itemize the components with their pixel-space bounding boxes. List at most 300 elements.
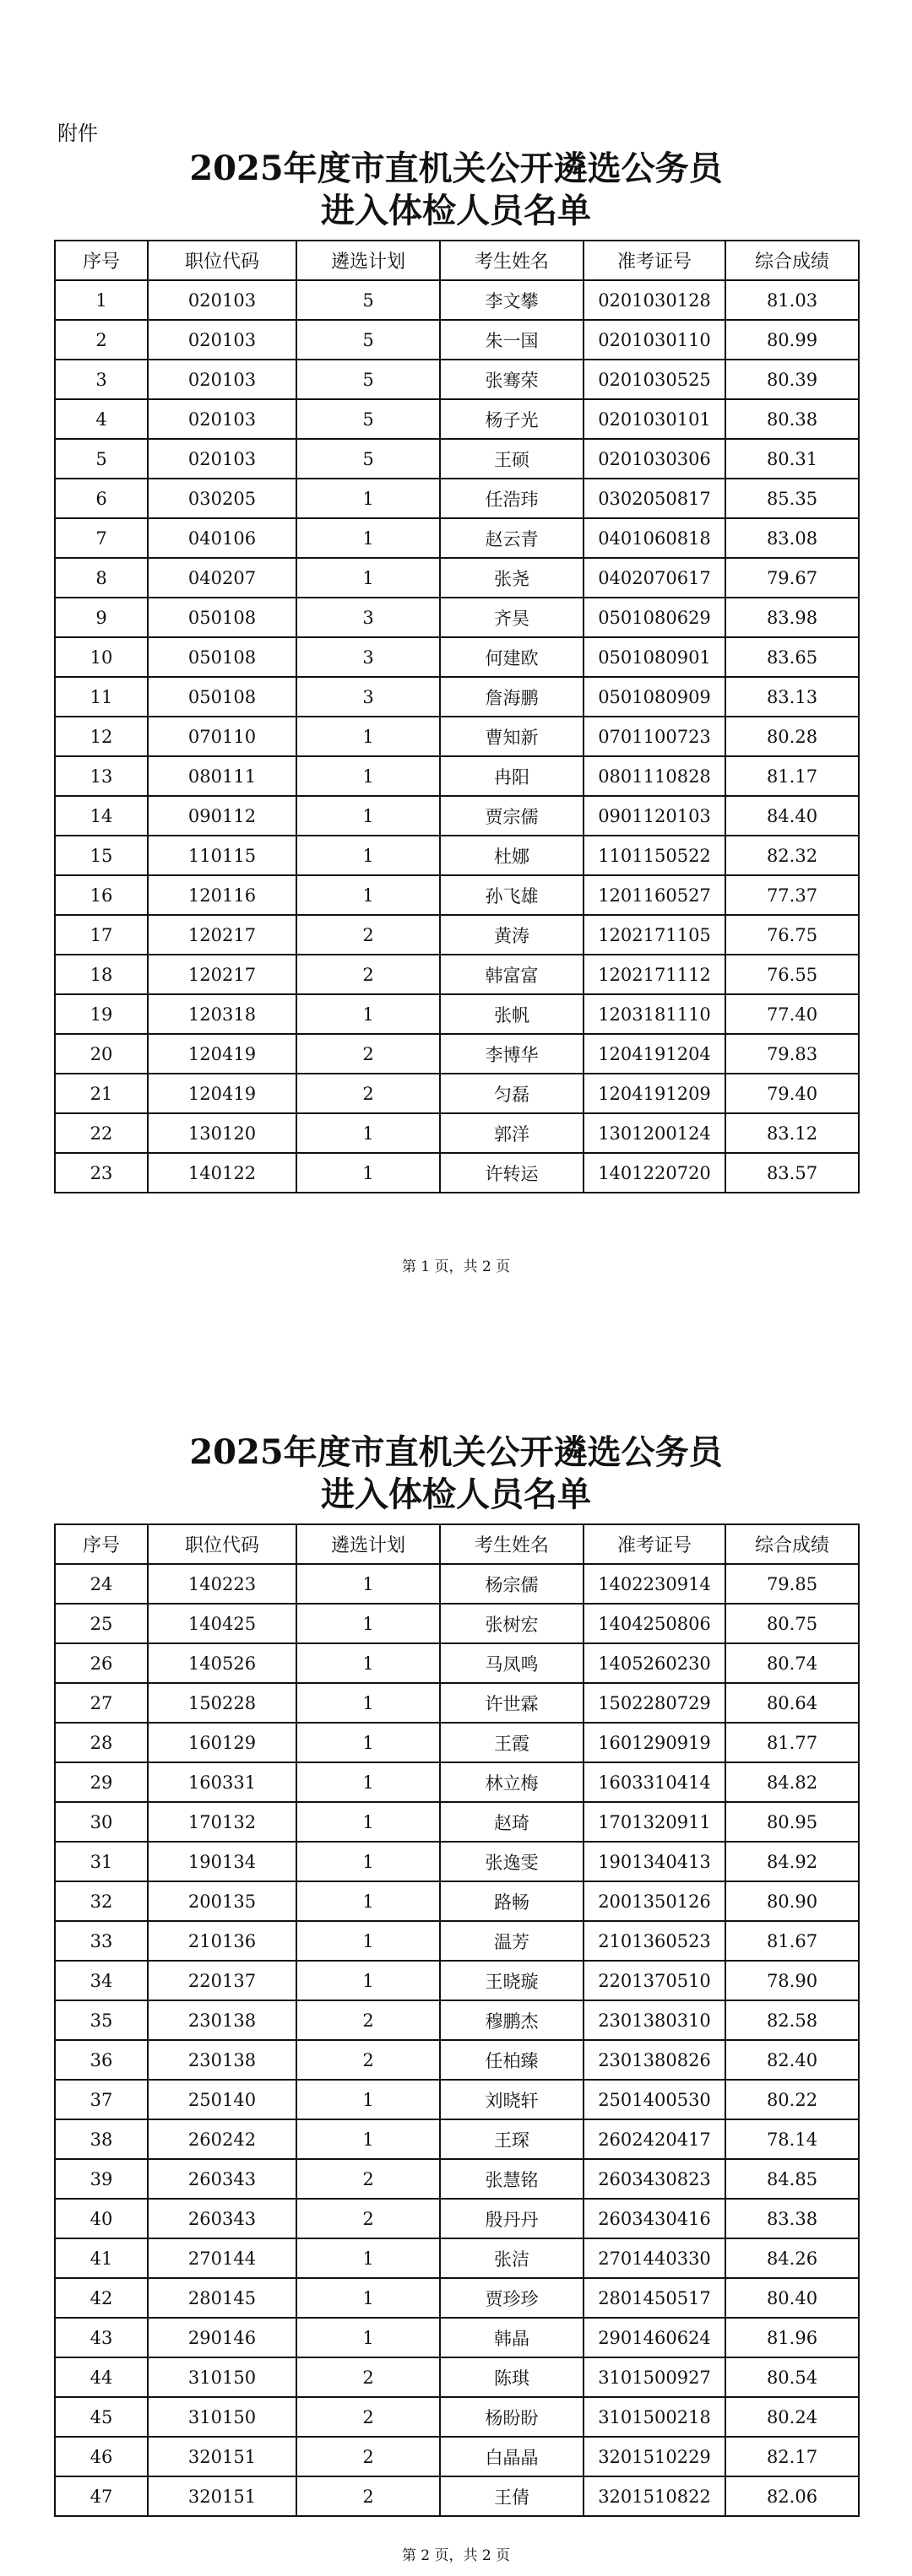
cell-position-code: 110115 — [148, 836, 296, 875]
cell-position-code: 260343 — [148, 2159, 296, 2199]
cell-position-code: 310150 — [148, 2397, 296, 2437]
cell-total-score: 83.57 — [725, 1153, 859, 1193]
cell-selection-plan: 2 — [296, 2159, 440, 2199]
cell-position-code: 020103 — [148, 399, 296, 439]
cell-candidate-name: 马凤鸣 — [440, 1643, 584, 1683]
cell-candidate-name: 温芳 — [440, 1921, 584, 1961]
cell-candidate-name: 王硕 — [440, 439, 584, 479]
cell-candidate-name: 张逸雯 — [440, 1842, 584, 1881]
table-row — [55, 1921, 859, 1961]
cell-total-score: 79.83 — [725, 1034, 859, 1074]
table-row — [55, 1153, 859, 1193]
cell-ticket-number: 2901460624 — [584, 2318, 725, 2357]
cell-index: 30 — [55, 1802, 148, 1842]
cell-index: 13 — [55, 756, 148, 796]
cell-position-code: 190134 — [148, 1842, 296, 1881]
attachment-label: 附件 — [57, 122, 98, 145]
cell-selection-plan: 1 — [296, 558, 440, 598]
table-row — [55, 1074, 859, 1113]
table-row — [55, 756, 859, 796]
table-row — [55, 280, 859, 320]
cell-ticket-number: 0402070617 — [584, 558, 725, 598]
cell-total-score: 78.90 — [725, 1961, 859, 2000]
cell-selection-plan: 1 — [296, 2119, 440, 2159]
cell-total-score: 80.54 — [725, 2357, 859, 2397]
cell-selection-plan: 1 — [296, 1564, 440, 1604]
cell-total-score: 80.64 — [725, 1683, 859, 1723]
header-index: 序号 — [55, 1524, 148, 1564]
cell-total-score: 80.22 — [725, 2080, 859, 2119]
cell-index: 14 — [55, 796, 148, 836]
cell-ticket-number: 1202171112 — [584, 955, 725, 994]
table-row — [55, 479, 859, 518]
cell-index: 37 — [55, 2080, 148, 2119]
cell-index: 36 — [55, 2040, 148, 2080]
cell-ticket-number: 1204191209 — [584, 1074, 725, 1113]
cell-ticket-number: 1204191204 — [584, 1034, 725, 1074]
page-title-line2: 进入体检人员名单 — [321, 1475, 591, 1514]
cell-ticket-number: 2301380826 — [584, 2040, 725, 2080]
cell-ticket-number: 3201510229 — [584, 2437, 725, 2476]
cell-position-code: 140223 — [148, 1564, 296, 1604]
table-row — [55, 1961, 859, 2000]
cell-candidate-name: 曹知新 — [440, 717, 584, 756]
table-header-row — [55, 241, 859, 280]
cell-selection-plan: 1 — [296, 756, 440, 796]
cell-selection-plan: 5 — [296, 280, 440, 320]
cell-selection-plan: 5 — [296, 360, 440, 399]
cell-selection-plan: 1 — [296, 1153, 440, 1193]
cell-position-code: 270144 — [148, 2238, 296, 2278]
cell-position-code: 040106 — [148, 518, 296, 558]
cell-index: 47 — [55, 2476, 148, 2516]
cell-index: 11 — [55, 677, 148, 717]
cell-index: 8 — [55, 558, 148, 598]
cell-candidate-name: 白晶晶 — [440, 2437, 584, 2476]
cell-ticket-number: 2301380310 — [584, 2000, 725, 2040]
table-row — [55, 518, 859, 558]
cell-total-score: 81.17 — [725, 756, 859, 796]
cell-candidate-name: 贾宗儒 — [440, 796, 584, 836]
cell-candidate-name: 李博华 — [440, 1034, 584, 1074]
cell-total-score: 80.95 — [725, 1802, 859, 1842]
cell-selection-plan: 1 — [296, 2318, 440, 2357]
cell-index: 32 — [55, 1881, 148, 1921]
cell-selection-plan: 1 — [296, 836, 440, 875]
cell-index: 1 — [55, 280, 148, 320]
cell-total-score: 82.17 — [725, 2437, 859, 2476]
cell-candidate-name: 齐昊 — [440, 598, 584, 637]
cell-ticket-number: 1402230914 — [584, 1564, 725, 1604]
cell-position-code: 130120 — [148, 1113, 296, 1153]
cell-index: 21 — [55, 1074, 148, 1113]
cell-candidate-name: 杨子光 — [440, 399, 584, 439]
cell-candidate-name: 赵琦 — [440, 1802, 584, 1842]
cell-total-score: 80.40 — [725, 2278, 859, 2318]
table-row — [55, 796, 859, 836]
cell-total-score: 79.85 — [725, 1564, 859, 1604]
table-row — [55, 399, 859, 439]
cell-ticket-number: 1101150522 — [584, 836, 725, 875]
cell-position-code: 150228 — [148, 1683, 296, 1723]
cell-total-score: 80.28 — [725, 717, 859, 756]
cell-index: 4 — [55, 399, 148, 439]
cell-selection-plan: 1 — [296, 1881, 440, 1921]
cell-candidate-name: 张洁 — [440, 2238, 584, 2278]
table-row — [55, 2397, 859, 2437]
cell-position-code: 120419 — [148, 1034, 296, 1074]
cell-index: 6 — [55, 479, 148, 518]
cell-selection-plan: 2 — [296, 2040, 440, 2080]
cell-position-code: 090112 — [148, 796, 296, 836]
page-footer: 第 2 页，共 2 页 — [401, 2547, 511, 2564]
cell-index: 42 — [55, 2278, 148, 2318]
cell-selection-plan: 1 — [296, 717, 440, 756]
cell-candidate-name: 殷丹丹 — [440, 2199, 584, 2238]
cell-index: 3 — [55, 360, 148, 399]
cell-candidate-name: 路畅 — [440, 1881, 584, 1921]
header-candidate-name: 考生姓名 — [440, 1524, 584, 1564]
cell-index: 39 — [55, 2159, 148, 2199]
cell-candidate-name: 冉阳 — [440, 756, 584, 796]
cell-total-score: 83.65 — [725, 637, 859, 677]
cell-position-code: 120217 — [148, 915, 296, 955]
cell-ticket-number: 0501080909 — [584, 677, 725, 717]
cell-index: 18 — [55, 955, 148, 994]
cell-ticket-number: 0401060818 — [584, 518, 725, 558]
table-row — [55, 2476, 859, 2516]
header-index: 序号 — [55, 241, 148, 280]
cell-position-code: 280145 — [148, 2278, 296, 2318]
cell-ticket-number: 1203181110 — [584, 994, 725, 1034]
table-row — [55, 1034, 859, 1074]
cell-total-score: 83.98 — [725, 598, 859, 637]
cell-ticket-number: 1405260230 — [584, 1643, 725, 1683]
cell-candidate-name: 张帆 — [440, 994, 584, 1034]
cell-index: 2 — [55, 320, 148, 360]
cell-candidate-name: 赵云青 — [440, 518, 584, 558]
cell-selection-plan: 2 — [296, 2476, 440, 2516]
table-row — [55, 1604, 859, 1643]
cell-candidate-name: 任浩玮 — [440, 479, 584, 518]
table-row — [55, 1881, 859, 1921]
cell-position-code: 050108 — [148, 637, 296, 677]
cell-total-score: 80.90 — [725, 1881, 859, 1921]
cell-selection-plan: 2 — [296, 2397, 440, 2437]
cell-index: 28 — [55, 1723, 148, 1762]
cell-total-score: 79.40 — [725, 1074, 859, 1113]
table-row — [55, 677, 859, 717]
cell-ticket-number: 0302050817 — [584, 479, 725, 518]
table-row — [55, 1802, 859, 1842]
cell-ticket-number: 2602420417 — [584, 2119, 725, 2159]
cell-candidate-name: 许世霖 — [440, 1683, 584, 1723]
cell-ticket-number: 2101360523 — [584, 1921, 725, 1961]
cell-position-code: 050108 — [148, 598, 296, 637]
candidate-table — [54, 1523, 860, 2517]
cell-index: 15 — [55, 836, 148, 875]
table-row — [55, 1842, 859, 1881]
cell-candidate-name: 黄涛 — [440, 915, 584, 955]
cell-selection-plan: 1 — [296, 2080, 440, 2119]
cell-total-score: 82.40 — [725, 2040, 859, 2080]
header-position-code: 职位代码 — [148, 241, 296, 280]
cell-ticket-number: 0201030128 — [584, 280, 725, 320]
table-row — [55, 558, 859, 598]
cell-ticket-number: 0201030101 — [584, 399, 725, 439]
cell-ticket-number: 3201510822 — [584, 2476, 725, 2516]
table-row — [55, 1723, 859, 1762]
cell-total-score: 82.32 — [725, 836, 859, 875]
cell-candidate-name: 匀磊 — [440, 1074, 584, 1113]
cell-candidate-name: 王倩 — [440, 2476, 584, 2516]
cell-total-score: 77.37 — [725, 875, 859, 915]
table-row — [55, 1113, 859, 1153]
table-row — [55, 1643, 859, 1683]
cell-total-score: 80.38 — [725, 399, 859, 439]
cell-total-score: 82.58 — [725, 2000, 859, 2040]
cell-ticket-number: 1401220720 — [584, 1153, 725, 1193]
cell-position-code: 040207 — [148, 558, 296, 598]
candidate-table — [54, 240, 860, 1193]
cell-ticket-number: 1601290919 — [584, 1723, 725, 1762]
table-row — [55, 717, 859, 756]
cell-ticket-number: 1301200124 — [584, 1113, 725, 1153]
cell-position-code: 120318 — [148, 994, 296, 1034]
cell-total-score: 78.14 — [725, 2119, 859, 2159]
cell-selection-plan: 3 — [296, 637, 440, 677]
cell-candidate-name: 詹海鹏 — [440, 677, 584, 717]
table-row — [55, 1683, 859, 1723]
header-ticket-number: 准考证号 — [584, 241, 725, 280]
table-row — [55, 637, 859, 677]
cell-candidate-name: 林立梅 — [440, 1762, 584, 1802]
cell-selection-plan: 1 — [296, 1802, 440, 1842]
cell-ticket-number: 0201030525 — [584, 360, 725, 399]
cell-index: 5 — [55, 439, 148, 479]
table-row — [55, 439, 859, 479]
cell-selection-plan: 5 — [296, 320, 440, 360]
cell-position-code: 120116 — [148, 875, 296, 915]
cell-total-score: 76.75 — [725, 915, 859, 955]
cell-position-code: 020103 — [148, 320, 296, 360]
cell-index: 31 — [55, 1842, 148, 1881]
cell-position-code: 260343 — [148, 2199, 296, 2238]
cell-candidate-name: 刘晓轩 — [440, 2080, 584, 2119]
cell-position-code: 140425 — [148, 1604, 296, 1643]
table-row — [55, 994, 859, 1034]
header-candidate-name: 考生姓名 — [440, 241, 584, 280]
cell-index: 46 — [55, 2437, 148, 2476]
cell-total-score: 79.67 — [725, 558, 859, 598]
cell-position-code: 310150 — [148, 2357, 296, 2397]
cell-index: 41 — [55, 2238, 148, 2278]
cell-ticket-number: 0201030306 — [584, 439, 725, 479]
cell-position-code: 200135 — [148, 1881, 296, 1921]
cell-total-score: 84.85 — [725, 2159, 859, 2199]
cell-total-score: 83.08 — [725, 518, 859, 558]
page-footer: 第 1 页，共 2 页 — [401, 1258, 511, 1275]
cell-selection-plan: 3 — [296, 677, 440, 717]
page-title-line2: 进入体检人员名单 — [321, 191, 591, 230]
cell-selection-plan: 2 — [296, 1034, 440, 1074]
header-selection-plan: 遴选计划 — [296, 241, 440, 280]
cell-selection-plan: 1 — [296, 1113, 440, 1153]
cell-index: 19 — [55, 994, 148, 1034]
table-row — [55, 2278, 859, 2318]
page-title-line1: 2025年度市直机关公开遴选公务员 — [189, 1432, 723, 1472]
cell-candidate-name: 郭洋 — [440, 1113, 584, 1153]
cell-selection-plan: 1 — [296, 994, 440, 1034]
cell-total-score: 81.67 — [725, 1921, 859, 1961]
cell-candidate-name: 杨宗儒 — [440, 1564, 584, 1604]
cell-selection-plan: 1 — [296, 796, 440, 836]
cell-selection-plan: 2 — [296, 2199, 440, 2238]
cell-position-code: 030205 — [148, 479, 296, 518]
table-row — [55, 2040, 859, 2080]
cell-total-score: 84.82 — [725, 1762, 859, 1802]
cell-selection-plan: 1 — [296, 1842, 440, 1881]
cell-selection-plan: 2 — [296, 2357, 440, 2397]
cell-ticket-number: 1202171105 — [584, 915, 725, 955]
cell-index: 44 — [55, 2357, 148, 2397]
cell-ticket-number: 0701100723 — [584, 717, 725, 756]
cell-ticket-number: 1701320911 — [584, 1802, 725, 1842]
table-row — [55, 2000, 859, 2040]
cell-position-code: 220137 — [148, 1961, 296, 2000]
table-row — [55, 955, 859, 994]
cell-ticket-number: 3101500218 — [584, 2397, 725, 2437]
table-row — [55, 2318, 859, 2357]
cell-candidate-name: 张骞荣 — [440, 360, 584, 399]
cell-index: 38 — [55, 2119, 148, 2159]
cell-candidate-name: 任柏臻 — [440, 2040, 584, 2080]
cell-total-score: 83.38 — [725, 2199, 859, 2238]
cell-index: 29 — [55, 1762, 148, 1802]
cell-candidate-name: 贾珍珍 — [440, 2278, 584, 2318]
cell-ticket-number: 2603430823 — [584, 2159, 725, 2199]
cell-index: 16 — [55, 875, 148, 915]
cell-candidate-name: 张尧 — [440, 558, 584, 598]
cell-index: 45 — [55, 2397, 148, 2437]
cell-total-score: 80.24 — [725, 2397, 859, 2437]
cell-total-score: 81.03 — [725, 280, 859, 320]
cell-selection-plan: 2 — [296, 955, 440, 994]
cell-total-score: 82.06 — [725, 2476, 859, 2516]
cell-total-score: 80.75 — [725, 1604, 859, 1643]
cell-total-score: 80.31 — [725, 439, 859, 479]
cell-position-code: 020103 — [148, 360, 296, 399]
cell-ticket-number: 2801450517 — [584, 2278, 725, 2318]
cell-position-code: 140526 — [148, 1643, 296, 1683]
cell-candidate-name: 王琛 — [440, 2119, 584, 2159]
cell-selection-plan: 1 — [296, 2238, 440, 2278]
cell-candidate-name: 孙飞雄 — [440, 875, 584, 915]
cell-index: 12 — [55, 717, 148, 756]
cell-selection-plan: 1 — [296, 1643, 440, 1683]
table-row — [55, 2437, 859, 2476]
cell-selection-plan: 1 — [296, 518, 440, 558]
cell-position-code: 120419 — [148, 1074, 296, 1113]
cell-candidate-name: 何建欧 — [440, 637, 584, 677]
cell-position-code: 020103 — [148, 439, 296, 479]
cell-total-score: 85.35 — [725, 479, 859, 518]
cell-ticket-number: 2201370510 — [584, 1961, 725, 2000]
cell-ticket-number: 1603310414 — [584, 1762, 725, 1802]
table-row — [55, 1564, 859, 1604]
header-ticket-number: 准考证号 — [584, 1524, 725, 1564]
cell-selection-plan: 1 — [296, 875, 440, 915]
table-row — [55, 2119, 859, 2159]
cell-ticket-number: 0501080901 — [584, 637, 725, 677]
cell-index: 24 — [55, 1564, 148, 1604]
cell-index: 34 — [55, 1961, 148, 2000]
cell-selection-plan: 1 — [296, 1604, 440, 1643]
table-row — [55, 836, 859, 875]
table-row — [55, 915, 859, 955]
cell-index: 7 — [55, 518, 148, 558]
cell-position-code: 160129 — [148, 1723, 296, 1762]
cell-candidate-name: 杜娜 — [440, 836, 584, 875]
cell-index: 23 — [55, 1153, 148, 1193]
cell-index: 40 — [55, 2199, 148, 2238]
cell-selection-plan: 2 — [296, 2437, 440, 2476]
cell-index: 43 — [55, 2318, 148, 2357]
table-row — [55, 2199, 859, 2238]
cell-ticket-number: 2701440330 — [584, 2238, 725, 2278]
cell-candidate-name: 韩晶 — [440, 2318, 584, 2357]
header-total-score: 综合成绩 — [725, 241, 859, 280]
cell-position-code: 320151 — [148, 2437, 296, 2476]
cell-candidate-name: 朱一国 — [440, 320, 584, 360]
cell-position-code: 140122 — [148, 1153, 296, 1193]
cell-position-code: 050108 — [148, 677, 296, 717]
cell-index: 27 — [55, 1683, 148, 1723]
table-row — [55, 320, 859, 360]
cell-selection-plan: 1 — [296, 1683, 440, 1723]
cell-candidate-name: 杨盼盼 — [440, 2397, 584, 2437]
cell-position-code: 230138 — [148, 2000, 296, 2040]
cell-ticket-number: 2001350126 — [584, 1881, 725, 1921]
cell-candidate-name: 韩富富 — [440, 955, 584, 994]
cell-index: 20 — [55, 1034, 148, 1074]
cell-index: 26 — [55, 1643, 148, 1683]
cell-index: 10 — [55, 637, 148, 677]
header-position-code: 职位代码 — [148, 1524, 296, 1564]
cell-selection-plan: 1 — [296, 2278, 440, 2318]
cell-candidate-name: 张慧铭 — [440, 2159, 584, 2199]
header-selection-plan: 遴选计划 — [296, 1524, 440, 1564]
page-title-line1: 2025年度市直机关公开遴选公务员 — [189, 149, 723, 188]
cell-selection-plan: 1 — [296, 1921, 440, 1961]
table-row — [55, 2357, 859, 2397]
cell-position-code: 080111 — [148, 756, 296, 796]
cell-total-score: 83.12 — [725, 1113, 859, 1153]
header-total-score: 综合成绩 — [725, 1524, 859, 1564]
table-row — [55, 875, 859, 915]
cell-selection-plan: 3 — [296, 598, 440, 637]
cell-selection-plan: 1 — [296, 1961, 440, 2000]
cell-ticket-number: 3101500927 — [584, 2357, 725, 2397]
cell-position-code: 260242 — [148, 2119, 296, 2159]
cell-index: 17 — [55, 915, 148, 955]
cell-ticket-number: 1901340413 — [584, 1842, 725, 1881]
cell-selection-plan: 5 — [296, 399, 440, 439]
cell-total-score: 81.77 — [725, 1723, 859, 1762]
cell-candidate-name: 李文攀 — [440, 280, 584, 320]
table-row — [55, 360, 859, 399]
cell-ticket-number: 1404250806 — [584, 1604, 725, 1643]
